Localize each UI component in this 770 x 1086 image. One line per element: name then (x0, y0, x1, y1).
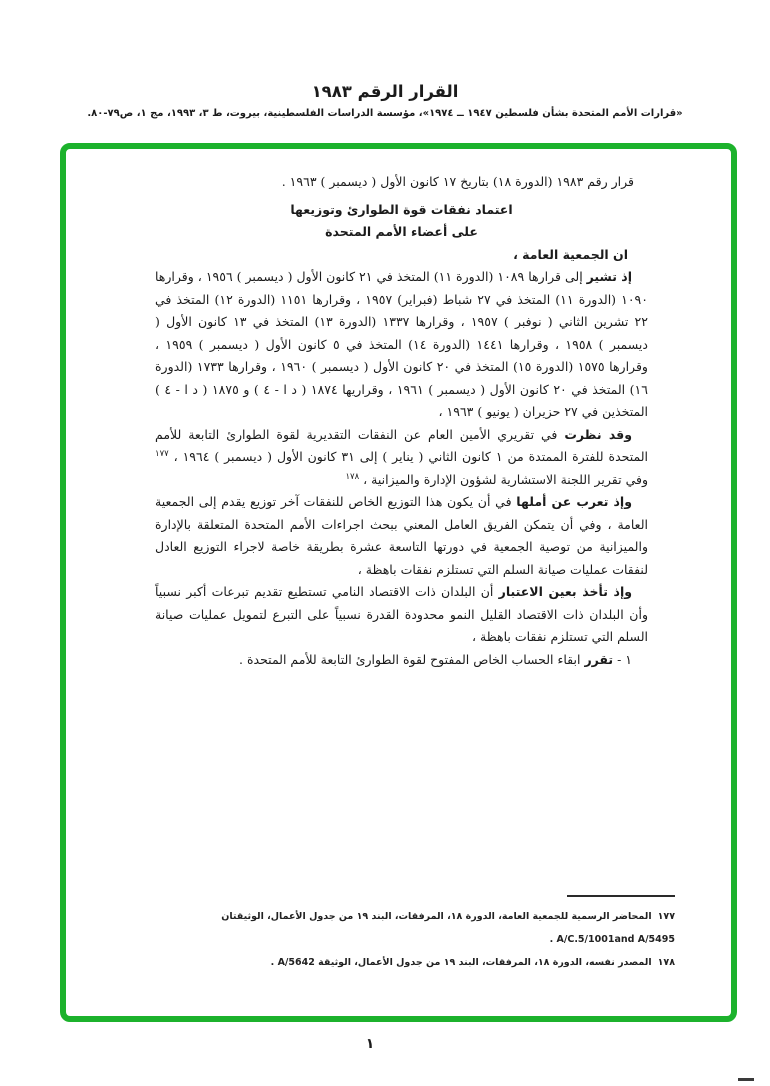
paragraph-text: في تقريري الأمين العام عن النفقات التقديرية لقوة الطوارئ التابعة للأمم المتحدة للفترة الممتدة من ١ كانون الثاني ( يناير ) إلى ٣١ كانون الأول ( ديسمبر ) ١٩٦٤ ، (155, 426, 648, 464)
heading-line-2: على أعضاء الأمم المتحدة (325, 224, 478, 239)
paragraph-text: أن البلدان ذات الاقتصاد النامي تستطيع تقديم تبرعات أكبر نسبياً وأن البلدان ذات الاقتصاد القليل النمو محدودة القدرة نسبياً على التبرع لتمويل عمليات صيانة السلم التي تستلزم نفقات باهظة ، (155, 584, 648, 644)
paragraph-lead: وإذ تعرب عن أملها (516, 494, 632, 509)
paragraph-lead: وإذ تأخذ بعين الاعتبار (498, 584, 633, 599)
footnote-178 (216, 951, 675, 974)
clause-lead: تقرر (584, 651, 614, 667)
footnote-text: المصدر نفسه، الدورة ١٨، المرفقات، البند ١٩ من جدول الأعمال، الوثيقة A/5642 . (270, 957, 652, 968)
document-title: القرار الرقم ١٩٨٣ (311, 82, 459, 101)
footnotes-block (216, 905, 675, 974)
paragraph-text: إلى قرارها ١٠٨٩ (الدورة ١١) المتخذ في ٢١ كانون الأول ( ديسمبر ) ١٩٥٦ ، وقرارها ١٠٩٠ (الدورة ١١) المتخذ في ٢٧ شباط (فبراير) ١٩٥٧ ، وقرارها ١١٥١ (الدورة ١٢) المتخذ في ٢٢ تشرين الثاني ( نوفبر ) ١٩٥٧ ، وقرارها ١٣٣٧ (الدورة ١٣) المتخذ في ١٣ كانون الأول ( ديسمبر ) ١٩٥٨ ، وقرارها ١٤٤١ (الدورة ١٤) المتخذ في ٥ كانون الأول ( ديسمبر ) ١٩٥٩ ، وقرارها ١٥٧٥ (الدورة ١٥) المتخذ في ٢٠ كانون الأول ( ديسمبر ) ١٩٦٠ ، وقرارها ١٧٣٣ (الدورة ١٦) المتخذ في ٢٠ كانون الأول ( ديسمبر ) ١٩٦١ ، وقراريها ١٨٧٤ ( د ا - ٤ ) و ١٨٧٥ ( د ا - ٤ ) المتخذين في ٢٧ حزيران ( يونيو ) ١٩٦٣ ، (155, 269, 648, 419)
corner-mark (738, 1078, 754, 1081)
operative-clause-1 (155, 649, 648, 672)
footnote-separator (567, 895, 675, 897)
footnote-177 (216, 905, 675, 951)
paragraph-text: في أن يكون هذا التوزيع الخاص للنفقات آخر توزيع يقدم إلى الجمعية العامة ، وفي أن يتمكن الفريق العامل المعني ببحث اجراءات الأمم المتحدة المتعلقة بالإدارة والميزانية من توصية الجمعية في دورتها التاسعة عشرة بطريقة خاصة لاجراء التوزيع العادل لنفقات عمليات صيانة السلم التي تستلزم نفقات باهظة ، (155, 494, 648, 577)
preamble-paragraph-considered (155, 424, 648, 492)
page-number: ١ (365, 1036, 375, 1052)
footnote-ref-177: ١٧٧ (155, 448, 169, 459)
source-citation: «قرارات الأمم المتحدة بشأن فلسطين ١٩٤٧ ــ ١٩٧٤»، مؤسسة الدراسات الفلسطينية، بيروت، ط ٣، ١٩٩٣، مج ١، ص٧٩-٨٠. (87, 108, 683, 119)
resolution-intro: قرار رقم ١٩٨٣ (الدورة ١٨) بتاريخ ١٧ كانون الأول ( ديسمبر ) ١٩٦٣ . (281, 174, 634, 189)
footnote-text: المحاضر الرسمية للجمعية العامة، الدورة ١٨، المرفقات، البند ١٩ من جدول الأعمال، الوثيقتان A/C.5/1001and A/5495 . (221, 911, 675, 945)
preamble-paragraph-recalls (155, 266, 648, 424)
document-frame (60, 143, 737, 1022)
document-body (155, 171, 648, 671)
footnote-marker: ١٧٨ (657, 957, 675, 968)
preamble-paragraph-expresses-hope (155, 491, 648, 581)
paragraph-lead: إذ تشير (586, 269, 633, 284)
heading-line-1: اعتماد نفقات قوة الطوارئ وتوزيعها (290, 201, 513, 217)
paragraph-lead: وقد نظرت (564, 426, 633, 442)
preamble-paragraph-takes-into-account (155, 581, 648, 649)
paragraph-text: وفي تقرير اللجنة الاستشارية لشؤون الإدارة والميزانية ، (359, 471, 648, 487)
resolution-heading (155, 199, 648, 244)
footnote-marker: ١٧٧ (657, 911, 675, 922)
footnote-ref-178: ١٧٨ (345, 471, 360, 482)
clause-text: ابقاء الحساب الخاص المفتوح لقوة الطوارئ التابعة للأمم المتحدة . (239, 651, 585, 667)
preamble-opening: ان الجمعية العامة ، (513, 246, 628, 262)
clause-number: ١ - (613, 651, 632, 667)
